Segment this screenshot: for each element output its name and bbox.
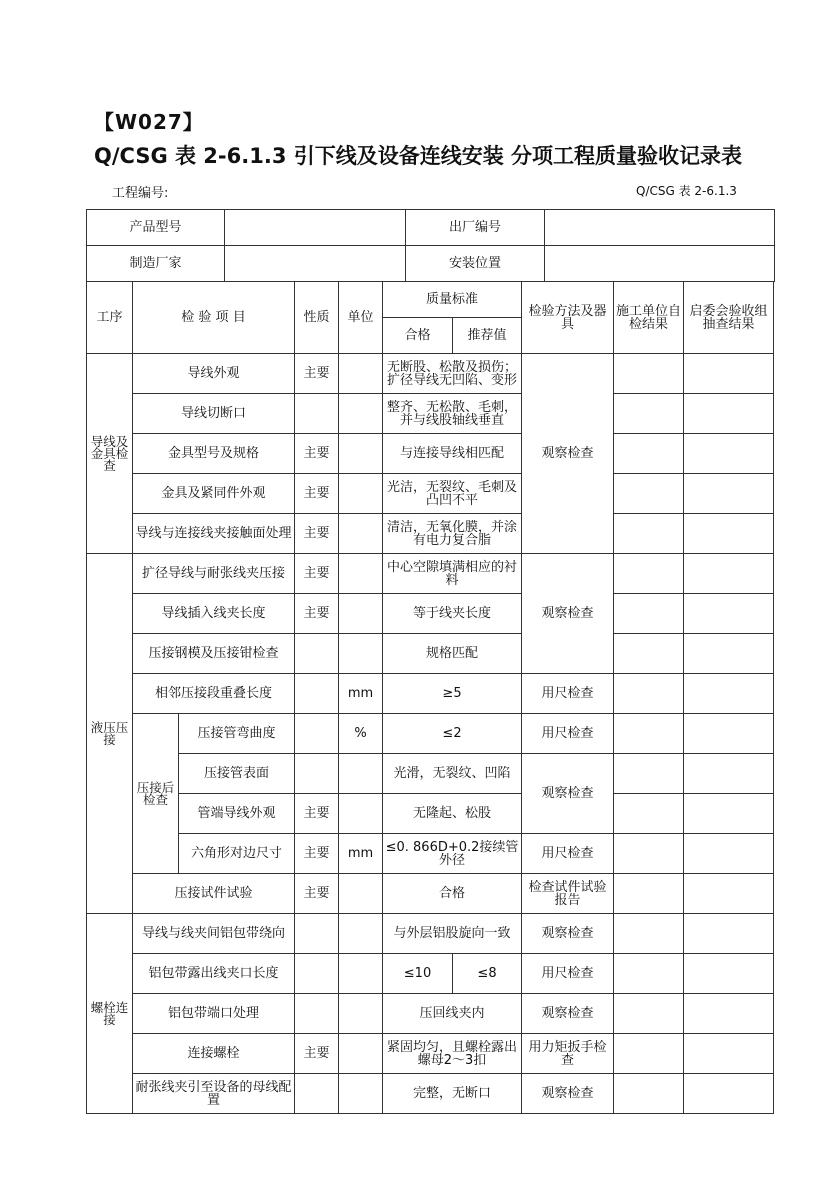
self-check-result[interactable] (614, 754, 684, 794)
committee-check-result[interactable] (684, 554, 774, 594)
standard-qualified: 中心空隙填满相应的衬料 (383, 554, 522, 594)
self-check-result[interactable] (614, 954, 684, 994)
committee-check-result[interactable] (684, 914, 774, 954)
standard-qualified: 等于线夹长度 (383, 594, 522, 634)
self-check-result[interactable] (614, 994, 684, 1034)
col-item: 检 验 项 目 (133, 282, 295, 354)
manufacturer-value[interactable] (225, 246, 406, 282)
standard-qualified: 规格匹配 (383, 634, 522, 674)
committee-check-result[interactable] (684, 594, 774, 634)
inspection-method: 用尺检查 (522, 674, 614, 714)
unit-cell (339, 394, 383, 434)
inspection-item: 压接管表面 (179, 754, 295, 794)
inspection-item: 导线外观 (133, 354, 295, 394)
section-label: 螺栓连接 (87, 914, 133, 1114)
committee-check-result[interactable] (684, 474, 774, 514)
inspection-item: 铝包带露出线夹口长度 (133, 954, 295, 994)
col-method: 检验方法及器具 (522, 282, 614, 354)
unit-cell (339, 354, 383, 394)
standard-qualified: 清洁，无氧化膜，并涂有电力复合脂 (383, 514, 522, 554)
unit-cell: mm (339, 674, 383, 714)
table-row (87, 754, 774, 794)
inspection-method: 观察检查 (522, 914, 614, 954)
nature-cell (295, 394, 339, 434)
unit-cell (339, 1074, 383, 1114)
factory-no-value[interactable] (545, 210, 775, 246)
table-row (87, 874, 774, 914)
unit-cell (339, 994, 383, 1034)
self-check-result[interactable] (614, 634, 684, 674)
nature-cell: 主要 (295, 434, 339, 474)
nature-cell: 主要 (295, 514, 339, 554)
self-check-result[interactable] (614, 714, 684, 754)
sub-section-label: 压接后检查 (133, 714, 179, 874)
form-number: Q/CSG 表 2-6.1.3 (636, 184, 737, 198)
inspection-method: 观察检查 (522, 1074, 614, 1114)
inspection-item: 导线与线夹间铝包带绕向 (133, 914, 295, 954)
standard-qualified: 紧固均匀，且螺栓露出螺母2～3扣 (383, 1034, 522, 1074)
table-row (87, 834, 774, 874)
inspection-item: 金具型号及规格 (133, 434, 295, 474)
standard-recommended: ≤8 (453, 954, 522, 994)
table-row (87, 914, 774, 954)
inspection-method: 用尺检查 (522, 954, 614, 994)
col-process: 工序 (87, 282, 133, 354)
col-unit: 单位 (339, 282, 383, 354)
standard-qualified: 与连接导线相匹配 (383, 434, 522, 474)
table-row (87, 354, 774, 394)
committee-check-result[interactable] (684, 954, 774, 994)
product-model-label: 产品型号 (87, 210, 225, 246)
nature-cell: 主要 (295, 354, 339, 394)
col-recommended: 推荐值 (453, 318, 522, 354)
standard-qualified: 压回线夹内 (383, 994, 522, 1034)
col-self-check: 施工单位自检结果 (614, 282, 684, 354)
standard-qualified: ≤2 (383, 714, 522, 754)
nature-cell: 主要 (295, 794, 339, 834)
table-row (87, 514, 774, 554)
col-committee-check: 启委会验收组抽查结果 (684, 282, 774, 354)
nature-cell: 主要 (295, 594, 339, 634)
committee-check-result[interactable] (684, 514, 774, 554)
unit-cell: % (339, 714, 383, 754)
nature-cell (295, 914, 339, 954)
inspection-method: 用尺检查 (522, 714, 614, 754)
section-label: 液压压接 (87, 554, 133, 914)
committee-check-result[interactable] (684, 834, 774, 874)
nature-cell (295, 1074, 339, 1114)
self-check-result[interactable] (614, 554, 684, 594)
manufacturer-label: 制造厂家 (87, 246, 225, 282)
table-row (87, 794, 774, 834)
unit-cell (339, 434, 383, 474)
nature-cell (295, 634, 339, 674)
unit-cell (339, 634, 383, 674)
committee-check-result[interactable] (684, 754, 774, 794)
self-check-result[interactable] (614, 674, 684, 714)
inspection-item: 压接试件试验 (133, 874, 295, 914)
unit-cell (339, 514, 383, 554)
col-standard: 质量标准 (383, 282, 522, 318)
nature-cell (295, 714, 339, 754)
col-nature: 性质 (295, 282, 339, 354)
table-row (87, 394, 774, 434)
inspection-item: 管端导线外观 (179, 794, 295, 834)
form-code: 【W027】 (94, 110, 204, 134)
committee-check-result[interactable] (684, 994, 774, 1034)
inspection-item: 六角形对边尺寸 (179, 834, 295, 874)
inspection-item: 压接钢模及压接钳检查 (133, 634, 295, 674)
table-row (87, 1034, 774, 1074)
committee-check-result[interactable] (684, 794, 774, 834)
unit-cell (339, 914, 383, 954)
unit-cell (339, 554, 383, 594)
self-check-result[interactable] (614, 354, 684, 394)
product-model-value[interactable] (225, 210, 406, 246)
install-location-value[interactable] (545, 246, 775, 282)
inspection-table (86, 281, 774, 1114)
table-row (87, 1074, 774, 1114)
table-row (87, 474, 774, 514)
table-row (87, 434, 774, 474)
self-check-result[interactable] (614, 514, 684, 554)
table-row (87, 714, 774, 754)
inspection-method: 观察检查 (522, 754, 614, 834)
committee-check-result[interactable] (684, 1034, 774, 1074)
nature-cell: 主要 (295, 834, 339, 874)
project-number-label: 工程编号: (112, 186, 169, 201)
committee-check-result[interactable] (684, 634, 774, 674)
committee-check-result[interactable] (684, 354, 774, 394)
unit-cell (339, 874, 383, 914)
inspection-item: 扩径导线与耐张线夹压接 (133, 554, 295, 594)
inspection-method: 用尺检查 (522, 834, 614, 874)
nature-cell (295, 954, 339, 994)
nature-cell: 主要 (295, 1034, 339, 1074)
unit-cell (339, 1034, 383, 1074)
committee-check-result[interactable] (684, 394, 774, 434)
unit-cell: mm (339, 834, 383, 874)
self-check-result[interactable] (614, 874, 684, 914)
nature-cell (295, 674, 339, 714)
committee-check-result[interactable] (684, 674, 774, 714)
standard-qualified: ≤10 (383, 954, 453, 994)
self-check-result[interactable] (614, 1074, 684, 1114)
standard-qualified: 合格 (383, 874, 522, 914)
self-check-result[interactable] (614, 1034, 684, 1074)
inspection-method: 观察检查 (522, 994, 614, 1034)
install-location-label: 安装位置 (406, 246, 545, 282)
standard-qualified: 与外层铝股旋向一致 (383, 914, 522, 954)
self-check-result[interactable] (614, 434, 684, 474)
standard-qualified: 光洁，无裂纹、毛刺及凸凹不平 (383, 474, 522, 514)
table-row (87, 594, 774, 634)
inspection-method: 观察检查 (522, 554, 614, 674)
table-row (87, 554, 774, 594)
inspection-item: 导线与连接线夹接触面处理 (133, 514, 295, 554)
standard-qualified: 完整，无断口 (383, 1074, 522, 1114)
inspection-item: 导线切断口 (133, 394, 295, 434)
standard-qualified: 无断股、松散及损伤；扩径导线无凹陷、变形 (383, 354, 522, 394)
inspection-item: 金具及紧同件外观 (133, 474, 295, 514)
self-check-result[interactable] (614, 474, 684, 514)
standard-qualified: ≥5 (383, 674, 522, 714)
inspection-method: 观察检查 (522, 354, 614, 554)
inspection-item: 导线插入线夹长度 (133, 594, 295, 634)
committee-check-result[interactable] (684, 434, 774, 474)
committee-check-result[interactable] (684, 874, 774, 914)
table-row (87, 634, 774, 674)
inspection-item: 耐张线夹引至设备的母线配置 (133, 1074, 295, 1114)
unit-cell (339, 794, 383, 834)
info-table (86, 209, 775, 282)
standard-qualified: ≤0. 866D+0.2接续管外径 (383, 834, 522, 874)
self-check-result[interactable] (614, 914, 684, 954)
inspection-item: 压接管弯曲度 (179, 714, 295, 754)
unit-cell (339, 594, 383, 634)
col-qualified: 合格 (383, 318, 453, 354)
nature-cell (295, 994, 339, 1034)
self-check-result[interactable] (614, 834, 684, 874)
unit-cell (339, 754, 383, 794)
page-title: Q/CSG 表 2-6.1.3 引下线及设备连线安装 分项工程质量验收记录表 (94, 144, 743, 168)
standard-qualified: 无隆起、松股 (383, 794, 522, 834)
self-check-result[interactable] (614, 594, 684, 634)
unit-cell (339, 954, 383, 994)
table-row (87, 674, 774, 714)
standard-qualified: 整齐、无松散、毛刺，并与线股轴线垂直 (383, 394, 522, 434)
nature-cell: 主要 (295, 554, 339, 594)
nature-cell (295, 754, 339, 794)
self-check-result[interactable] (614, 394, 684, 434)
inspection-item: 相邻压接段重叠长度 (133, 674, 295, 714)
standard-qualified: 光滑，无裂纹、凹陷 (383, 754, 522, 794)
inspection-method: 检查试件试验报告 (522, 874, 614, 914)
nature-cell: 主要 (295, 874, 339, 914)
section-label: 导线及金具检查 (87, 354, 133, 554)
inspection-method: 用力矩扳手检查 (522, 1034, 614, 1074)
factory-no-label: 出厂编号 (406, 210, 545, 246)
self-check-result[interactable] (614, 794, 684, 834)
inspection-item: 铝包带端口处理 (133, 994, 295, 1034)
committee-check-result[interactable] (684, 1074, 774, 1114)
table-row (87, 994, 774, 1034)
committee-check-result[interactable] (684, 714, 774, 754)
unit-cell (339, 474, 383, 514)
inspection-item: 连接螺栓 (133, 1034, 295, 1074)
nature-cell: 主要 (295, 474, 339, 514)
table-row (87, 954, 774, 994)
